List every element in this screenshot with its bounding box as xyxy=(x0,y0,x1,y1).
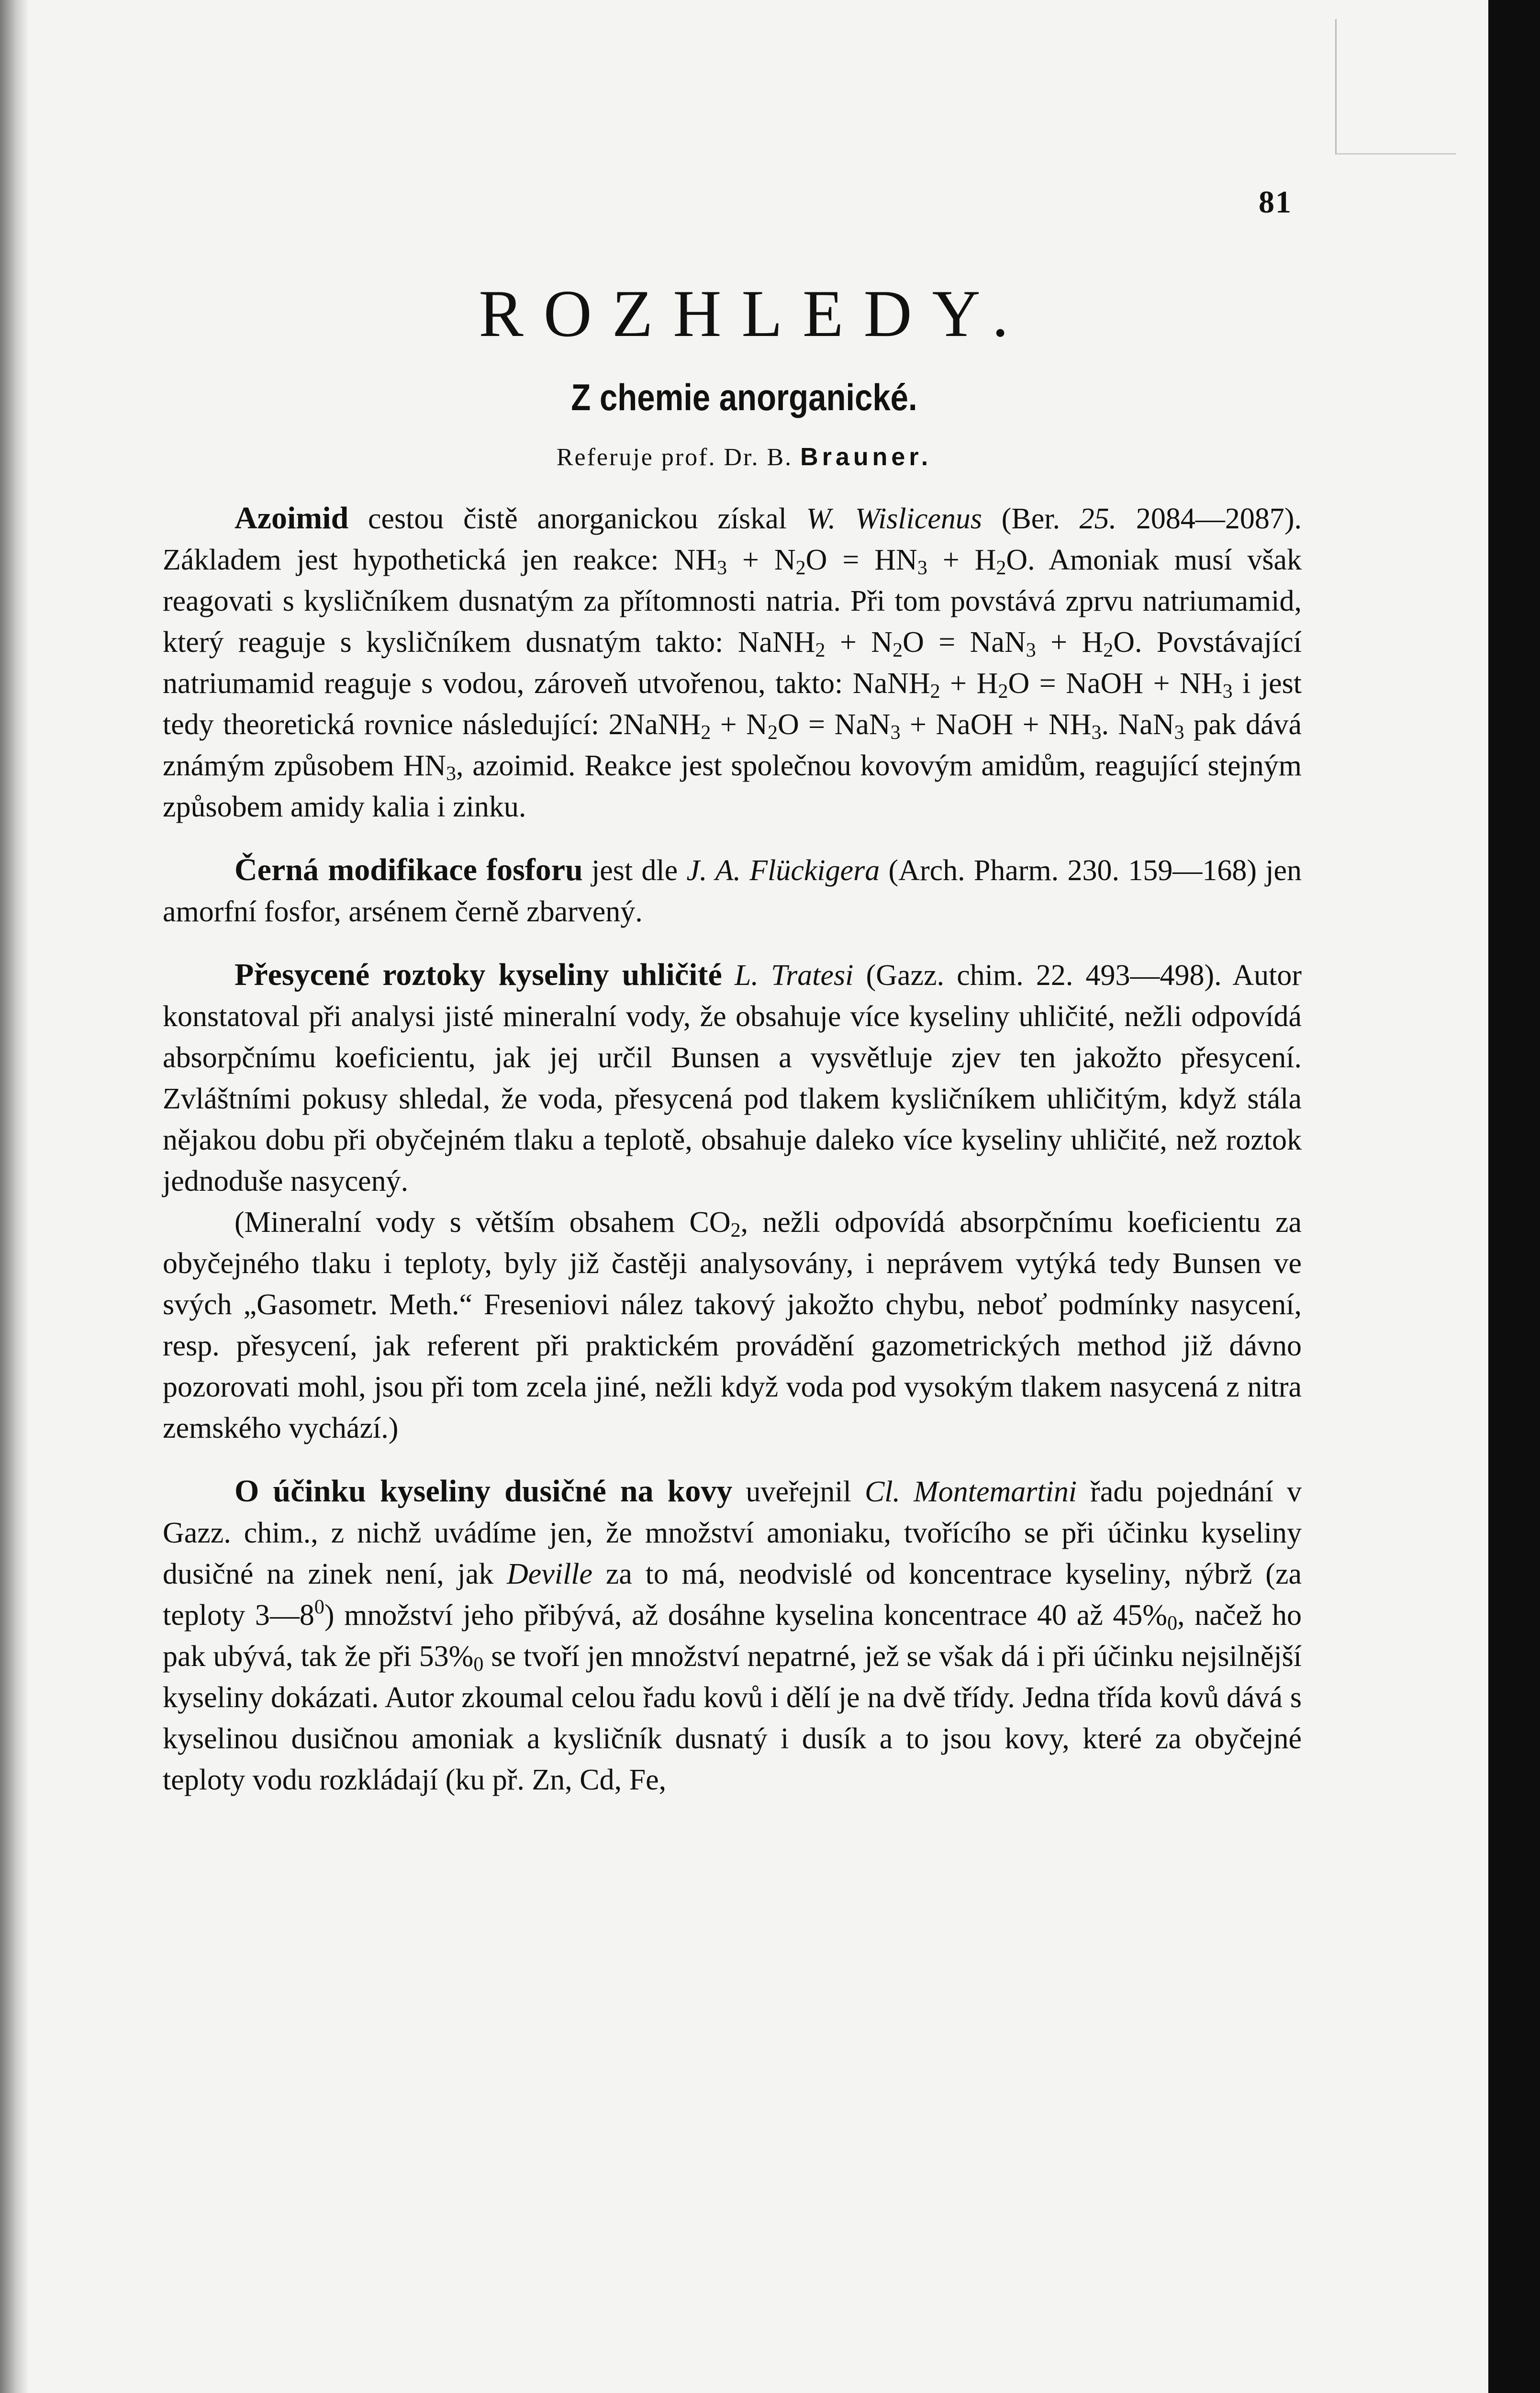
author-name: J. A. Flückigera xyxy=(686,854,880,887)
subscript: 2 xyxy=(815,639,826,661)
section-title: ROZHLEDY. xyxy=(479,277,1029,351)
page-number: 81 xyxy=(1259,185,1292,220)
text-run: O = NaN xyxy=(903,626,1026,659)
percent-sign: % xyxy=(448,1640,474,1673)
author-name: L. Tratesi xyxy=(734,959,854,992)
text-run: za to má, neodvislé od koncentrace kyseliny, nýbrž (za teploty 3—8 xyxy=(163,1558,1302,1632)
text-run: jest dle xyxy=(582,854,687,887)
text-run: + N xyxy=(825,626,893,659)
text-run xyxy=(722,959,735,992)
subscript: 2 xyxy=(998,681,1008,703)
lead-black-phosphorus: Černá modifikace fosforu xyxy=(234,852,583,887)
article-body xyxy=(163,498,1302,1800)
text-run: řadu pojednání v Gazz. chim., z nichž uvádíme jen, že množství amoniaku, tvořícího se při účinku kyseliny dusičné na zinek není, jak xyxy=(163,1476,1302,1590)
byline xyxy=(0,443,1488,471)
text-run: + H xyxy=(927,544,996,576)
subscript: 2 xyxy=(930,681,940,703)
text-run: se tvoří jen množství nepatrné, jež se však dá i při účinku nejsilnější kyseliny dokázati. Autor zkoumal celou řadu kovů i dělí je na dvě třídy. Jedna třída kovů dává s kyselinou dusičnou amoniak a kysličník dusnatý i dusík a to jsou kovy, které za obyčejné teploty vodu rozkládají (ku př. Zn, Cd, Fe, xyxy=(163,1640,1302,1796)
subscript: 2 xyxy=(893,639,903,661)
text-run: O = HN xyxy=(805,544,917,576)
volume-number: 25. xyxy=(1079,503,1117,535)
subscript: 3 xyxy=(1091,722,1102,744)
paragraph-azoimid xyxy=(163,498,1302,827)
byline-author: Brauner. xyxy=(800,443,932,471)
text-run: i jest tedy theoretická rovnice následující: 2NaNH xyxy=(163,667,1302,741)
subscript: 3 xyxy=(1174,722,1184,744)
subsection-title: Z chemie anorganické. xyxy=(571,376,917,418)
subscript: 3 xyxy=(717,557,727,579)
text-run: 2084—2087). Základem jest hypothetická jen reakce: NH xyxy=(163,503,1302,576)
subscript: 2 xyxy=(767,722,778,744)
text-run: (Mineralní vody s větším obsahem CO xyxy=(234,1206,731,1239)
subscript: 2 xyxy=(701,722,711,744)
subscript: 3 xyxy=(917,557,927,579)
paragraph-supersaturated-solutions xyxy=(163,954,1302,1202)
superscript: 0 xyxy=(314,1596,324,1618)
binding-shadow xyxy=(0,0,29,2393)
text-run: (Gazz. chim. 22. 493—498). Autor konstatoval při analysi jisté mineralní vody, že obsahuje více kyseliny uhličité, nežli odpovídá absorpčnímu koeficientu, jak jej určil Bunsen a vysvětluje zjev ten jakožto přesycení. Zvláštními pokusy shledal, že voda, přesycená pod tlakem kysličníkem uhličitým, když stála nějakou dobu při obyčejném tlaku a teplotě, obsahuje daleko více kyseliny uhličité, než roztok jednoduše nasycený. xyxy=(163,959,1302,1197)
text-run: O. Amoniak musí však reagovati s kysličníkem dusnatým za přítomnosti natria. Při tom povstává zprvu natriumamid, který reaguje s kysličníkem dusnatým takto: NaNH xyxy=(163,544,1302,659)
text-run: + N xyxy=(727,544,796,576)
text-run: O = NaN xyxy=(777,708,891,741)
text-run: + H xyxy=(1036,626,1104,659)
subscript: 0 xyxy=(1167,1612,1178,1634)
scan-edge xyxy=(1488,0,1540,2393)
text-run: , nežli odpovídá absorpčnímu koeficientu za obyčejného tlaku i teploty, byly již častěji analysovány, i neprávem vytýká tedy Bunsen ve svých „Gasometr. Meth.“ Freseniovi nález takový jakožto chybu, neboť podmínky nasycení, resp. přesycení, jak referent při praktickém provádění gazometrických method již dávno pozorovati mohl, jsou při tom zcela jiné, nežli když voda pod vysokým tlakem nasycená z nitra zemského vychází.) xyxy=(163,1206,1302,1444)
text-run: , azoimid. Reakce jest společnou kovovým amidům, reagující stejným způsobem amidy kalia i zinku. xyxy=(163,749,1302,823)
text-run: O. Povstávající natriumamid reaguje s vodou, zároveň utvořenou, takto: NaNH xyxy=(163,626,1302,700)
text-run: O = NaOH + NH xyxy=(1008,667,1223,700)
text-run: , načež ho pak ubývá, tak že při 53 xyxy=(163,1599,1302,1673)
subscript: 2 xyxy=(730,1219,741,1241)
subscript: 3 xyxy=(1026,639,1036,661)
subscript: 3 xyxy=(446,763,456,785)
text-run: pak dává známým způsobem HN xyxy=(163,708,1302,782)
subscript: 3 xyxy=(890,722,901,744)
text-run: uveřejnil xyxy=(732,1476,865,1508)
percent-sign: % xyxy=(1142,1599,1168,1632)
text-run: ) množství jeho přibývá, až dosáhne kyselina koncentrace 40 až 45 xyxy=(324,1599,1143,1632)
text-run: + H xyxy=(940,667,998,700)
author-name: Deville xyxy=(507,1558,593,1590)
text-run: . NaN xyxy=(1101,708,1174,741)
text-run: + N xyxy=(711,708,768,741)
subscript: 2 xyxy=(1103,639,1114,661)
text-run: (Arch. Pharm. 230. 159—168) jen amorfní fosfor, arsénem černě zbarvený. xyxy=(163,854,1302,928)
author-name: W. Wislicenus xyxy=(806,503,982,535)
paragraph-black-phosphorus xyxy=(163,850,1302,932)
scan-corner-mark xyxy=(1335,19,1456,155)
text-run: cestou čistě anorganickou získal xyxy=(348,503,806,535)
subscript: 2 xyxy=(996,557,1006,579)
subscript: 3 xyxy=(1222,681,1233,703)
text-run: + NaOH + NH xyxy=(900,708,1092,741)
author-name: Cl. Montemartini xyxy=(864,1476,1077,1508)
paragraph-nitric-acid-metals xyxy=(163,1471,1302,1800)
subscript: 2 xyxy=(795,557,806,579)
lead-nitric-acid-metals: O účinku kyseliny dusičné na kovy xyxy=(234,1474,733,1509)
byline-prefix: Referuje prof. Dr. B. xyxy=(556,444,801,471)
lead-supersaturated-solutions: Přesycené roztoky kyseliny uhličité xyxy=(234,957,722,992)
subscript: 0 xyxy=(473,1654,484,1676)
lead-azoimid: Azoimid xyxy=(234,501,349,536)
text-run: (Ber. xyxy=(982,503,1080,535)
paragraph-mineral-waters-note xyxy=(163,1202,1302,1449)
